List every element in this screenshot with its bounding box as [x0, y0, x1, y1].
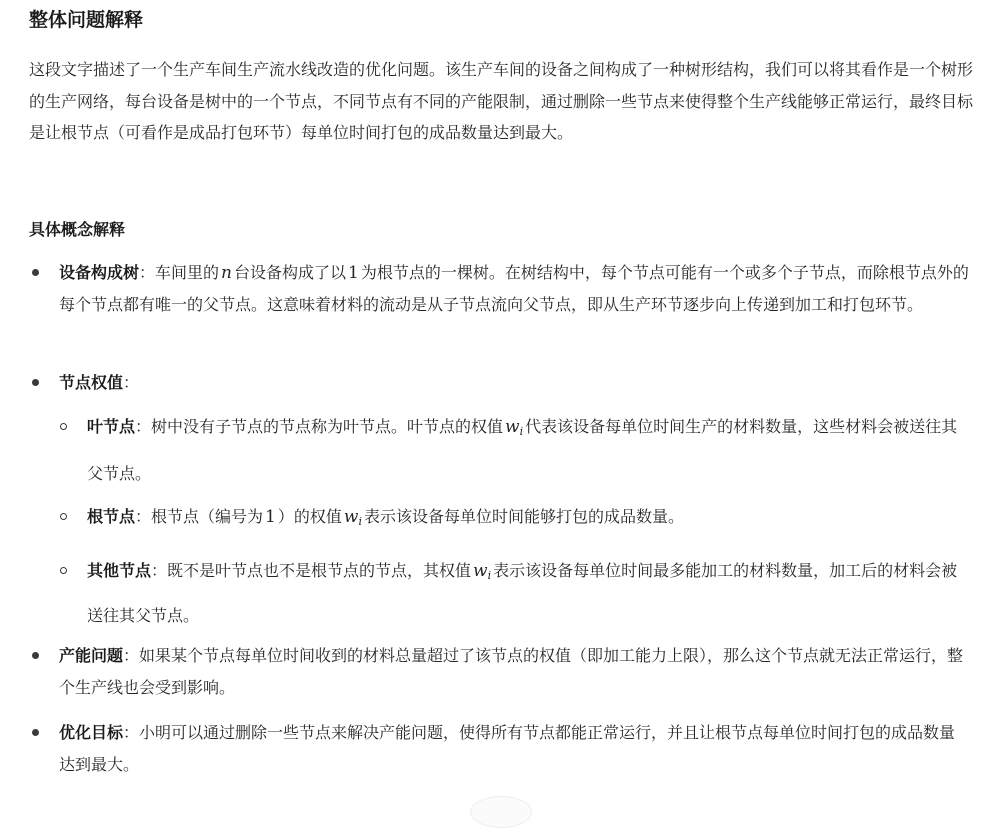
scroll-indicator — [470, 796, 532, 828]
math-one: 1 — [348, 263, 359, 283]
math-w: $w_i$ — [473, 561, 492, 582]
term-label: 优化目标 — [59, 723, 124, 742]
term-label: 节点权值 — [59, 373, 124, 392]
term-label: 叶节点 — [87, 417, 136, 436]
term-label: 产能问题 — [59, 646, 124, 665]
math-n: n — [221, 263, 232, 283]
math-w: $w_i$ — [505, 417, 524, 438]
bullet-icon — [32, 729, 39, 736]
term-label: 其他节点 — [87, 561, 152, 580]
intro-paragraph: 这段文字描述了一个生产车间生产流水线改造的优化问题。该生产车间的设备之间构成了一种树形结构，我们可以将其看作是一个树形的生产网络，每台设备是树中的一个节点，不同节点有不同的产能限制，通过删除一些节点来使得整个生产线能够正常运行，最终目标是让根节点（可看作是成品打包环节）每单位时间打包的成品数量达到最大。 — [29, 60, 974, 142]
circle-bullet-icon — [60, 513, 67, 520]
sub-item-text: 叶节点：树中没有子节点的节点称为叶节点。叶节点的权值 $w_i$ 代表该设备每单位时间生产的材料数量，这些材料会被送往其父节点。 — [87, 417, 958, 483]
math-w: $w_i$ — [343, 507, 362, 528]
term-label: 根节点 — [87, 507, 136, 526]
math-one: 1 — [265, 507, 276, 527]
term-label: 设备构成树 — [59, 263, 140, 282]
bullet-icon — [32, 379, 39, 386]
list-item-text: 优化目标：小明可以通过删除一些节点来解决产能问题，使得所有节点都能正常运行，并且让根节点每单位时间打包的成品数量达到最大。 — [59, 723, 956, 774]
circle-bullet-icon — [60, 567, 67, 574]
list-item-text: 节点权值： — [59, 373, 140, 392]
circle-bullet-icon — [60, 423, 67, 430]
page-title: 整体问题解释 — [29, 9, 144, 31]
list-item-text: 设备构成树：车间里的 n 台设备构成了以 1 为根节点的一棵树。在树结构中，每个节点可能有一个或多个子节点，而除根节点外的每个节点都有唯一的父节点。这意味着材料的流动是从子节点流向父节点，即从生产环节逐步向上传递到加工和打包环节。 — [59, 263, 969, 314]
section-title: 具体概念解释 — [29, 220, 126, 239]
bullet-icon — [32, 269, 39, 276]
bullet-icon — [32, 652, 39, 659]
list-item-text: 产能问题：如果某个节点每单位时间收到的材料总量超过了该节点的权值（即加工能力上限），那么这个节点就无法正常运行，整个生产线也会受到影响。 — [59, 646, 964, 697]
sub-item-text: 根节点：根节点（编号为 1 ）的权值 $w_i$ 表示该设备每单位时间能够打包的成品数量。 — [87, 507, 684, 528]
sub-item-text: 其他节点：既不是叶节点也不是根节点的节点，其权值 $w_i$ 表示该设备每单位时间最多能加工的材料数量，加工后的材料会被送往其父节点。 — [87, 561, 958, 625]
